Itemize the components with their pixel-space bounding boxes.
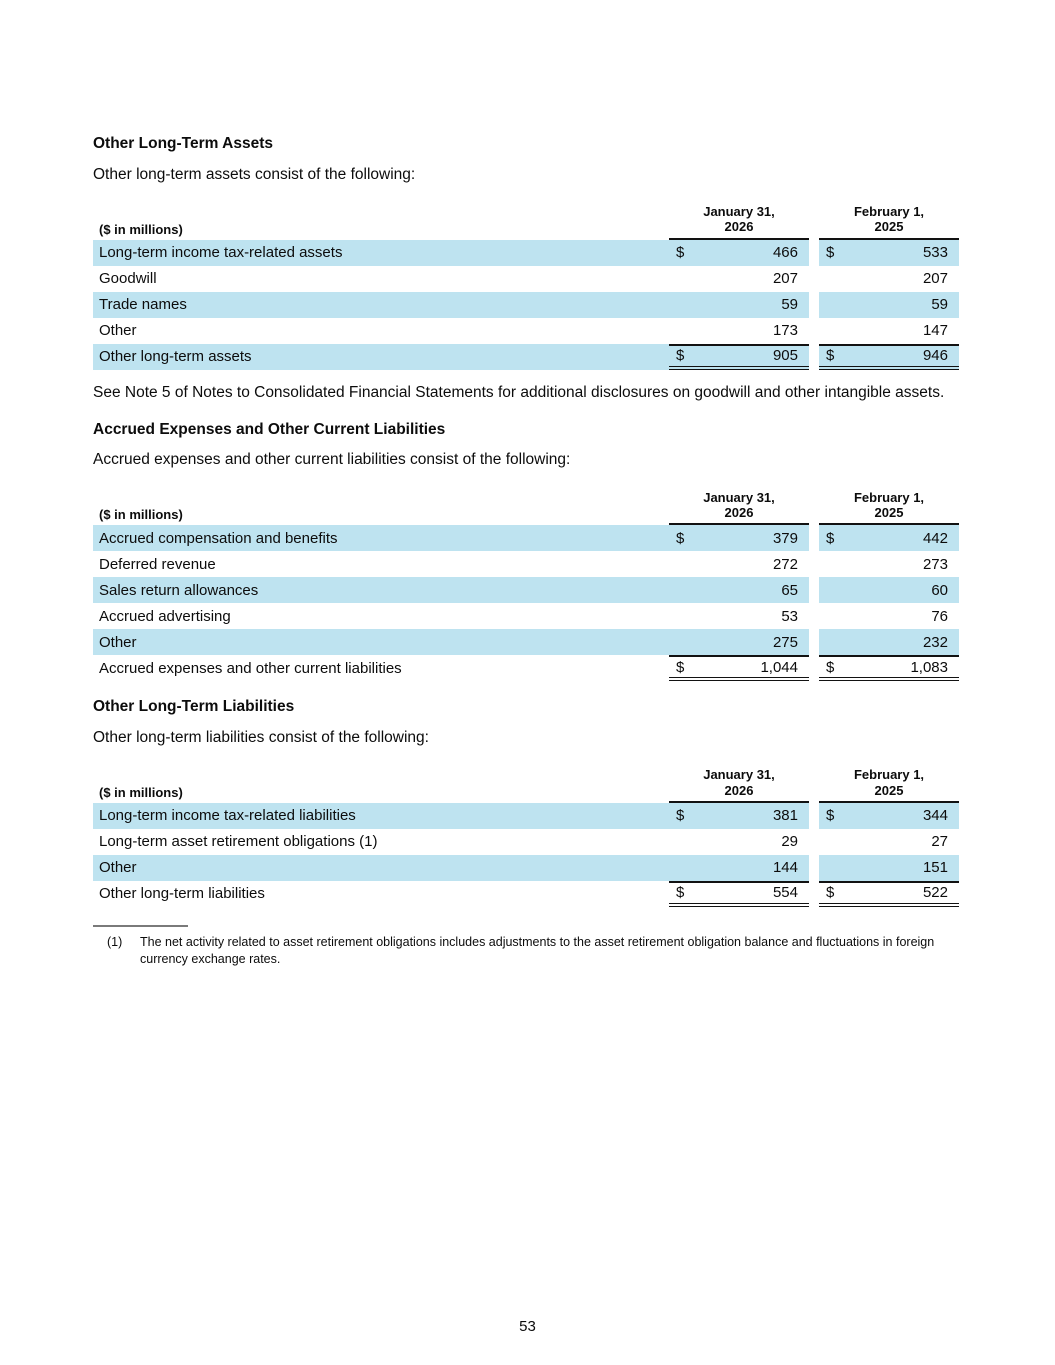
row-label: Accrued expenses and other current liabilities bbox=[99, 659, 402, 677]
table-total-row bbox=[93, 881, 959, 907]
column-gap bbox=[809, 767, 819, 803]
currency-symbol bbox=[669, 266, 699, 292]
column-gap bbox=[809, 829, 819, 855]
col-header-line: January 31, bbox=[703, 489, 775, 505]
column-gap bbox=[809, 855, 819, 881]
cell-value: 59 bbox=[699, 292, 809, 318]
section-intro: Other long-term liabilities consist of the following: bbox=[93, 728, 429, 746]
row-label: Goodwill bbox=[99, 270, 157, 288]
cell-value: 151 bbox=[849, 855, 959, 881]
financial-table bbox=[93, 767, 959, 907]
section-accrued-expenses bbox=[93, 421, 959, 682]
currency-symbol bbox=[669, 603, 699, 629]
row-label: Other bbox=[93, 855, 669, 881]
row-label: Long-term asset retirement obligations (1) bbox=[99, 833, 378, 851]
row-label: Trade names bbox=[93, 292, 669, 318]
cell-value: 207 bbox=[922, 270, 948, 288]
currency-symbol: $ bbox=[669, 655, 699, 681]
cell-value: 53 bbox=[781, 607, 798, 625]
cell-value: 60 bbox=[849, 577, 959, 603]
cell-value: 381 bbox=[699, 803, 809, 829]
col-header-date bbox=[819, 490, 959, 526]
cell-value: 65 bbox=[699, 577, 809, 603]
col-header-line: 2026 bbox=[724, 504, 754, 520]
footnote-divider bbox=[93, 925, 188, 927]
col-header-date bbox=[669, 767, 809, 803]
cell-value: 76 bbox=[931, 607, 948, 625]
table-row bbox=[93, 318, 959, 344]
table-header-row bbox=[93, 204, 959, 240]
col-header-line: January 31, bbox=[703, 203, 775, 219]
note-paragraph: See Note 5 of Notes to Consolidated Financial Statements for additional disclosures on goodwill and other intangible assets. bbox=[93, 383, 945, 401]
cell-value: 946 bbox=[849, 344, 959, 370]
currency-symbol bbox=[819, 266, 849, 292]
cell-value: 379 bbox=[699, 525, 809, 551]
col-header-date bbox=[819, 204, 959, 240]
currency-symbol: $ bbox=[819, 881, 849, 907]
col-header-date bbox=[669, 490, 809, 526]
column-gap bbox=[809, 525, 819, 551]
currency-symbol: $ bbox=[669, 803, 699, 829]
table-row bbox=[93, 240, 959, 266]
col-header-line: 2025 bbox=[874, 504, 904, 520]
currency-symbol bbox=[669, 829, 699, 855]
financial-table bbox=[93, 204, 959, 370]
cell-value: 905 bbox=[699, 344, 809, 370]
currency-symbol bbox=[669, 577, 699, 603]
footnote-marker: (1) bbox=[107, 934, 123, 949]
section-other-long-term-assets bbox=[93, 135, 959, 404]
col-header-line: February 1, bbox=[853, 489, 925, 505]
cell-value: 466 bbox=[699, 240, 809, 266]
row-label: Other bbox=[93, 629, 669, 655]
table-row bbox=[93, 551, 959, 577]
column-gap bbox=[809, 344, 819, 370]
column-gap bbox=[809, 577, 819, 603]
currency-symbol: $ bbox=[669, 240, 699, 266]
currency-symbol: $ bbox=[819, 655, 849, 681]
currency-symbol bbox=[819, 577, 849, 603]
column-gap bbox=[809, 655, 819, 681]
currency-symbol: $ bbox=[669, 881, 699, 907]
cell-value: 275 bbox=[699, 629, 809, 655]
row-label: Other long-term liabilities bbox=[99, 885, 265, 903]
currency-symbol bbox=[669, 292, 699, 318]
unit-label: ($ in millions) bbox=[93, 204, 669, 240]
column-gap bbox=[809, 240, 819, 266]
cell-value: 27 bbox=[931, 833, 948, 851]
column-gap bbox=[809, 803, 819, 829]
cell-value: 147 bbox=[922, 322, 948, 340]
section-other-long-term-liabilities bbox=[93, 698, 959, 907]
cell-value: 272 bbox=[772, 555, 798, 573]
cell-value: 273 bbox=[922, 555, 948, 573]
currency-symbol bbox=[819, 318, 849, 344]
currency-symbol: $ bbox=[669, 525, 699, 551]
currency-symbol: $ bbox=[819, 344, 849, 370]
col-header-line: 2026 bbox=[724, 219, 754, 235]
cell-value: 522 bbox=[849, 881, 959, 907]
unit-label: ($ in millions) bbox=[93, 490, 669, 526]
currency-symbol bbox=[819, 629, 849, 655]
table-row bbox=[93, 803, 959, 829]
column-gap bbox=[809, 551, 819, 577]
cell-value: 144 bbox=[699, 855, 809, 881]
table-header-row bbox=[93, 767, 959, 803]
section-heading: Accrued Expenses and Other Current Liabilities bbox=[93, 420, 446, 438]
row-label: Accrued advertising bbox=[99, 607, 231, 625]
col-header-line: 2025 bbox=[874, 782, 904, 798]
column-gap bbox=[809, 318, 819, 344]
table-row bbox=[93, 577, 959, 603]
currency-symbol bbox=[669, 629, 699, 655]
currency-symbol bbox=[819, 292, 849, 318]
table-total-row bbox=[93, 655, 959, 681]
cell-value: 173 bbox=[772, 322, 798, 340]
table-row bbox=[93, 855, 959, 881]
table-total-row bbox=[93, 344, 959, 370]
currency-symbol bbox=[819, 551, 849, 577]
currency-symbol bbox=[819, 829, 849, 855]
table-row bbox=[93, 292, 959, 318]
column-gap bbox=[809, 266, 819, 292]
cell-value: 1,083 bbox=[849, 655, 959, 681]
row-label: Other bbox=[99, 322, 137, 340]
col-header-line: February 1, bbox=[853, 203, 925, 219]
column-gap bbox=[809, 204, 819, 240]
unit-label: ($ in millions) bbox=[93, 767, 669, 803]
table-row bbox=[93, 525, 959, 551]
footnote-text: The net activity related to asset retirement obligations includes adjustments to the asset retirement obligation balance and fluctuations in foreign currency exchange rates. bbox=[140, 934, 935, 967]
row-label: Long-term income tax-related assets bbox=[93, 240, 669, 266]
cell-value: 554 bbox=[699, 881, 809, 907]
cell-value: 232 bbox=[849, 629, 959, 655]
cell-value: 59 bbox=[849, 292, 959, 318]
currency-symbol bbox=[669, 551, 699, 577]
row-label: Long-term income tax-related liabilities bbox=[93, 803, 669, 829]
currency-symbol: $ bbox=[819, 240, 849, 266]
table-row bbox=[93, 829, 959, 855]
table-row bbox=[93, 629, 959, 655]
document-page bbox=[93, 0, 959, 969]
col-header-line: January 31, bbox=[703, 767, 775, 783]
section-intro: Accrued expenses and other current liabilities consist of the following: bbox=[93, 451, 571, 469]
column-gap bbox=[809, 629, 819, 655]
table-row bbox=[93, 266, 959, 292]
column-gap bbox=[809, 881, 819, 907]
currency-symbol bbox=[819, 603, 849, 629]
footnote bbox=[93, 934, 959, 969]
col-header-line: 2025 bbox=[874, 219, 904, 235]
row-label: Accrued compensation and benefits bbox=[93, 525, 669, 551]
table-header-row bbox=[93, 490, 959, 526]
section-heading: Other Long-Term Assets bbox=[93, 135, 273, 152]
cell-value: 1,044 bbox=[699, 655, 809, 681]
page-number: 53 bbox=[519, 1318, 536, 1335]
row-label: Sales return allowances bbox=[93, 577, 669, 603]
section-intro: Other long-term assets consist of the following: bbox=[93, 165, 416, 183]
cell-value: 344 bbox=[849, 803, 959, 829]
currency-symbol bbox=[669, 318, 699, 344]
currency-symbol: $ bbox=[819, 803, 849, 829]
row-label: Deferred revenue bbox=[99, 555, 216, 573]
column-gap bbox=[809, 490, 819, 526]
table-row bbox=[93, 603, 959, 629]
cell-value: 29 bbox=[781, 833, 798, 851]
column-gap bbox=[809, 603, 819, 629]
row-label: Other long-term assets bbox=[93, 344, 669, 370]
cell-value: 533 bbox=[849, 240, 959, 266]
section-heading: Other Long-Term Liabilities bbox=[93, 698, 295, 716]
col-header-date bbox=[669, 204, 809, 240]
financial-table bbox=[93, 490, 959, 682]
currency-symbol: $ bbox=[669, 344, 699, 370]
currency-symbol: $ bbox=[819, 525, 849, 551]
currency-symbol bbox=[669, 855, 699, 881]
col-header-line: 2026 bbox=[724, 782, 754, 798]
column-gap bbox=[809, 292, 819, 318]
cell-value: 207 bbox=[772, 270, 798, 288]
cell-value: 442 bbox=[849, 525, 959, 551]
col-header-date bbox=[819, 767, 959, 803]
col-header-line: February 1, bbox=[853, 767, 925, 783]
currency-symbol bbox=[819, 855, 849, 881]
